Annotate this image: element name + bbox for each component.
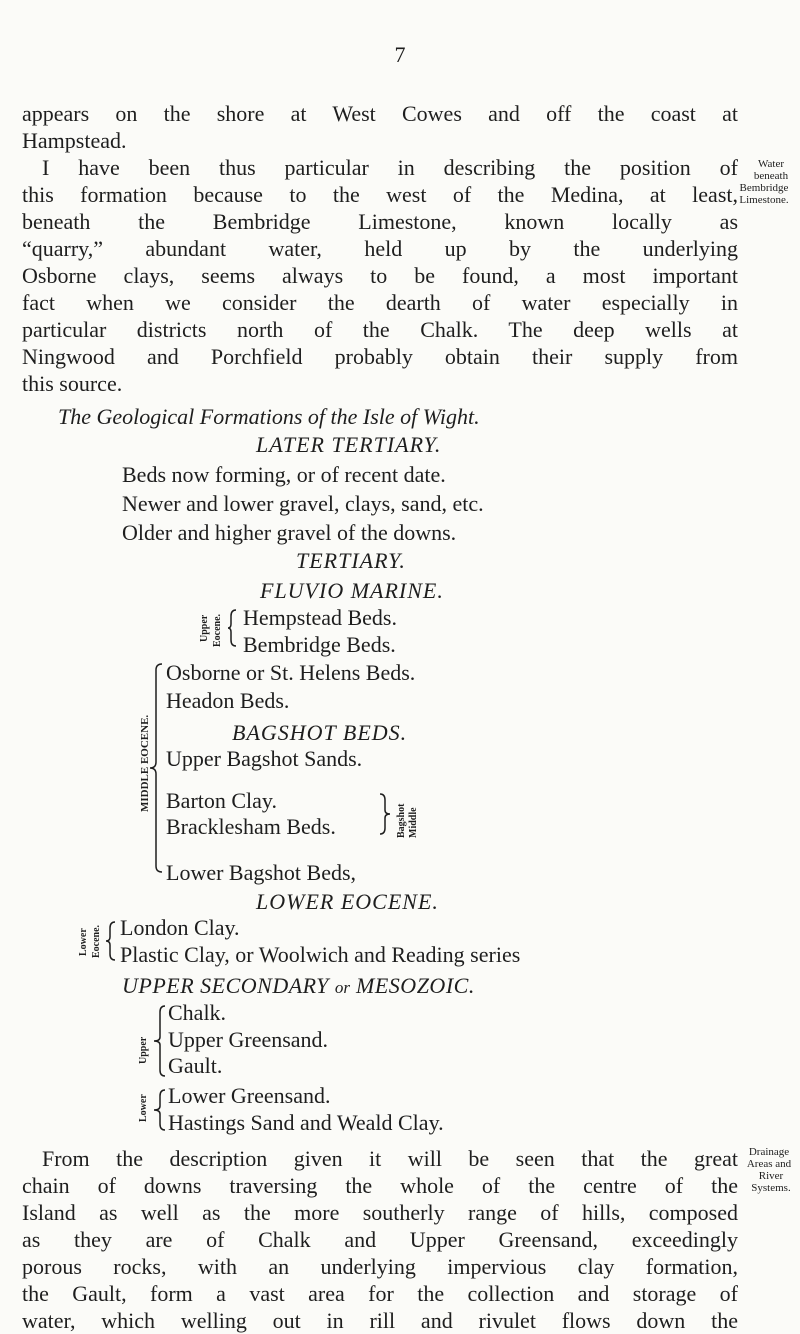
text-line: Island as well as the more southerly range of hills, composed <box>22 1200 738 1225</box>
lower-eocene-heading: LOWER EOCENE. <box>256 889 439 914</box>
fluvio-marine-heading: FLUVIO MARINE. <box>260 578 444 603</box>
text-line: this source. <box>22 371 123 396</box>
upper-label: Upper <box>138 1036 149 1064</box>
text-line: as they are of Chalk and Upper Greensand, exceedingly <box>22 1227 738 1252</box>
sidenote-line: Water beneath <box>753 158 789 182</box>
upper-chalk-brace <box>154 1004 168 1078</box>
text-line: the Gault, form a vast area for the collection and storage of <box>22 1281 738 1306</box>
sidenote-line: Bembridge Limestone. <box>739 182 789 206</box>
lower-eocene-label-1: Lower <box>78 928 89 956</box>
lower-eocene-label-2: Eocene. <box>91 924 102 958</box>
text-line: fact when we consider the dearth of water especially in <box>22 290 738 315</box>
paragraph-2 <box>22 154 738 397</box>
lower-bagshot-item: Lower Bagshot Beds, <box>166 860 357 885</box>
text-line: “quarry,” abundant water, held up by the underlying <box>22 236 738 261</box>
heading-or: or <box>334 978 351 997</box>
upper-item: Upper Greensand. <box>168 1027 329 1052</box>
page-number: 7 <box>394 42 406 67</box>
heading-part: UPPER SECONDARY <box>122 973 329 998</box>
upper-eocene-label-1: Upper <box>199 614 210 642</box>
list-item: Beds now forming, or of recent date. <box>122 462 446 487</box>
paragraph-1 <box>22 100 738 154</box>
text-line: Osborne clays, seems always to be found, a most important <box>22 263 738 288</box>
middle-bagshot-label-1: Middle <box>408 807 419 838</box>
text-line: chain of downs traversing the whole of the centre of the <box>22 1173 738 1198</box>
list-item: Older and higher gravel of the downs. <box>122 520 457 545</box>
upper-eocene-item: Bembridge Beds. <box>243 632 396 657</box>
lower-eocene-brace <box>106 920 118 962</box>
middle-bagshot-label-2: Bagshot <box>396 803 407 838</box>
paragraph-3 <box>22 1145 738 1334</box>
lower-greensand-brace <box>154 1088 168 1132</box>
text-line: I have been thus particular in describing the position of <box>42 155 738 180</box>
sidenote-drainage <box>742 1146 800 1194</box>
lower-eocene-item: London Clay. <box>120 915 240 940</box>
middle-eocene-label: MIDDLE EOCENE. <box>139 714 151 812</box>
lower-item: Lower Greensand. <box>168 1083 331 1108</box>
middle-eocene-item: Headon Beds. <box>166 688 290 713</box>
middle-bagshot-item: Barton Clay. <box>166 788 277 813</box>
text-line: this formation because to the west of the Medina, at least, <box>22 182 738 207</box>
heading-part: MESOZOIC. <box>356 973 475 998</box>
text-line: Hampstead. <box>22 128 127 153</box>
text-line: From the description given it will be seen that the great <box>42 1146 738 1171</box>
upper-bagshot-item: Upper Bagshot Sands. <box>166 746 363 771</box>
tertiary-heading: TERTIARY. <box>296 548 406 573</box>
text-line: beneath the Bembridge Limestone, known locally as <box>22 209 738 234</box>
upper-item: Chalk. <box>168 1000 227 1025</box>
upper-secondary-heading <box>122 973 475 999</box>
sidenote-water-beneath <box>739 158 800 206</box>
lower-eocene-item: Plastic Clay, or Woolwich and Reading series <box>120 942 521 967</box>
text-line: Ningwood and Porchfield probably obtain their supply from <box>22 344 738 369</box>
bagshot-beds-heading: BAGSHOT BEDS. <box>232 720 408 745</box>
upper-item: Gault. <box>168 1053 223 1078</box>
lower-item: Hastings Sand and Weald Clay. <box>168 1110 444 1135</box>
middle-bagshot-item: Bracklesham Beds. <box>166 814 336 839</box>
text-line: water, which welling out in rill and rivulet flows down the <box>22 1308 738 1333</box>
text-line: appears on the shore at West Cowes and off the coast at <box>22 101 738 126</box>
text-line: particular districts north of the Chalk. The deep wells at <box>22 317 738 342</box>
upper-eocene-brace <box>228 608 240 648</box>
middle-eocene-brace <box>148 662 168 874</box>
text-line: porous rocks, with an underlying impervious clay formation, <box>22 1254 738 1279</box>
sidenote-line: Drainage Areas and <box>746 1146 792 1170</box>
later-tertiary-heading: LATER TERTIARY. <box>256 432 442 457</box>
upper-eocene-item: Hempstead Beds. <box>243 605 397 630</box>
lower-label: Lower <box>138 1094 149 1122</box>
list-item: Newer and lower gravel, clays, sand, etc. <box>122 491 484 516</box>
upper-eocene-label-2: Eocene. <box>212 613 223 647</box>
sidenote-line: River Systems. <box>751 1170 791 1194</box>
middle-eocene-item: Osborne or St. Helens Beds. <box>166 660 416 685</box>
middle-bagshot-brace <box>380 792 392 836</box>
later-tertiary-list <box>122 460 484 547</box>
table-title: The Geological Formations of the Isle of Wight. <box>58 404 480 429</box>
